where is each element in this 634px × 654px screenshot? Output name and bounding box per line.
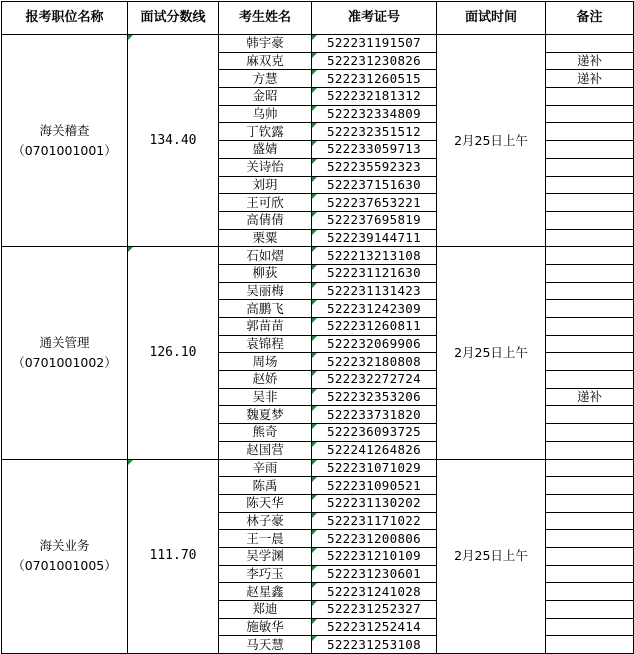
candidate-name-cell: 魏夏梦	[219, 406, 312, 424]
header-candidate-name: 考生姓名	[219, 2, 312, 35]
interview-time-cell: 2月25日上午	[437, 247, 546, 459]
note-cell	[546, 335, 634, 353]
header-ticket-number: 准考证号	[312, 2, 437, 35]
candidate-name-cell: 刘玥	[219, 176, 312, 194]
ticket-number-cell: 522233059713	[312, 141, 437, 159]
table-row	[2, 35, 634, 53]
candidate-name-cell: 陈天华	[219, 494, 312, 512]
candidate-name-cell: 赵娇	[219, 371, 312, 389]
note-cell	[546, 229, 634, 247]
note-cell	[546, 583, 634, 601]
candidate-name-cell: 熊奇	[219, 424, 312, 442]
note-cell	[546, 35, 634, 53]
ticket-number-cell: 522232351512	[312, 123, 437, 141]
header-row	[2, 2, 634, 35]
ticket-number-cell: 522239144711	[312, 229, 437, 247]
candidate-name-cell: 乌帅	[219, 105, 312, 123]
ticket-number-cell: 522237695819	[312, 211, 437, 229]
note-cell: 递补	[546, 52, 634, 70]
note-cell	[546, 424, 634, 442]
candidate-name-cell: 盛婧	[219, 141, 312, 159]
table-body	[2, 35, 634, 654]
candidate-name-cell: 郭苗苗	[219, 318, 312, 336]
ticket-number-cell: 522231200806	[312, 530, 437, 548]
position-cell	[2, 35, 128, 247]
ticket-number-cell: 522231210109	[312, 547, 437, 565]
score-line-cell: 111.70	[128, 459, 219, 654]
candidate-name-cell: 栗粟	[219, 229, 312, 247]
note-cell	[546, 123, 634, 141]
note-cell	[546, 300, 634, 318]
note-cell	[546, 601, 634, 619]
note-cell	[546, 353, 634, 371]
ticket-number-cell: 522232334809	[312, 105, 437, 123]
candidate-name-cell: 赵国营	[219, 441, 312, 459]
ticket-number-cell: 522231260811	[312, 318, 437, 336]
candidate-name-cell: 陈禹	[219, 477, 312, 495]
candidate-name-cell: 韩宇豪	[219, 35, 312, 53]
candidate-name-cell: 赵星鑫	[219, 583, 312, 601]
ticket-number-cell: 522231241028	[312, 583, 437, 601]
header-note: 备注	[546, 2, 634, 35]
candidate-name-cell: 金昭	[219, 88, 312, 106]
interview-list-table	[1, 1, 634, 654]
note-cell	[546, 636, 634, 654]
note-cell	[546, 441, 634, 459]
position-name: 通关管理	[39, 334, 90, 350]
ticket-number-cell: 522231071029	[312, 459, 437, 477]
position-cell	[2, 459, 128, 654]
candidate-name-cell: 高鹏飞	[219, 300, 312, 318]
note-cell	[546, 565, 634, 583]
ticket-number-cell: 522231090521	[312, 477, 437, 495]
candidate-name-cell: 林子豪	[219, 512, 312, 530]
ticket-number-cell: 522231253108	[312, 636, 437, 654]
note-cell	[546, 264, 634, 282]
note-cell	[546, 194, 634, 212]
header-interview-time: 面试时间	[437, 2, 546, 35]
note-cell	[546, 512, 634, 530]
candidate-name-cell: 丁钦露	[219, 123, 312, 141]
candidate-name-cell: 吴学渊	[219, 547, 312, 565]
ticket-number-cell: 522231191507	[312, 35, 437, 53]
position-code: （0701001005）	[12, 558, 117, 574]
ticket-number-cell: 522231252414	[312, 618, 437, 636]
header-score-line: 面试分数线	[128, 2, 219, 35]
candidate-name-cell: 施敏华	[219, 618, 312, 636]
note-cell	[546, 318, 634, 336]
candidate-name-cell: 麻双克	[219, 52, 312, 70]
ticket-number-cell: 522237653221	[312, 194, 437, 212]
header-position: 报考职位名称	[2, 2, 128, 35]
position-name: 海关业务	[39, 538, 90, 554]
note-cell	[546, 88, 634, 106]
candidate-name-cell: 高倩倩	[219, 211, 312, 229]
position-cell	[2, 247, 128, 459]
note-cell	[546, 141, 634, 159]
ticket-number-cell: 522231242309	[312, 300, 437, 318]
score-line-cell: 126.10	[128, 247, 219, 459]
ticket-number-cell: 522231121630	[312, 264, 437, 282]
ticket-number-cell: 522237151630	[312, 176, 437, 194]
ticket-number-cell: 522213213108	[312, 247, 437, 265]
position-code: （0701001002）	[12, 354, 117, 370]
candidate-name-cell: 方慧	[219, 70, 312, 88]
note-cell	[546, 530, 634, 548]
note-cell	[546, 105, 634, 123]
score-line-cell: 134.40	[128, 35, 219, 247]
ticket-number-cell: 522231230826	[312, 52, 437, 70]
note-cell	[546, 247, 634, 265]
ticket-number-cell: 522231230601	[312, 565, 437, 583]
note-cell	[546, 211, 634, 229]
candidate-name-cell: 李巧玉	[219, 565, 312, 583]
interview-time-cell: 2月25日上午	[437, 459, 546, 654]
ticket-number-cell: 522232272724	[312, 371, 437, 389]
candidate-name-cell: 王可欣	[219, 194, 312, 212]
candidate-name-cell: 周场	[219, 353, 312, 371]
ticket-number-cell: 522235592323	[312, 158, 437, 176]
candidate-name-cell: 王一晨	[219, 530, 312, 548]
note-cell	[546, 176, 634, 194]
candidate-name-cell: 柳荻	[219, 264, 312, 282]
note-cell: 递补	[546, 70, 634, 88]
note-cell	[546, 282, 634, 300]
table-row	[2, 247, 634, 265]
ticket-number-cell: 522231260515	[312, 70, 437, 88]
ticket-number-cell: 522232180808	[312, 353, 437, 371]
note-cell	[546, 406, 634, 424]
ticket-number-cell: 522241264826	[312, 441, 437, 459]
note-cell	[546, 459, 634, 477]
candidate-name-cell: 马天慧	[219, 636, 312, 654]
note-cell	[546, 477, 634, 495]
table-row	[2, 459, 634, 477]
note-cell	[546, 618, 634, 636]
interview-time-cell: 2月25日上午	[437, 35, 546, 247]
ticket-number-cell: 522231130202	[312, 494, 437, 512]
ticket-number-cell: 522236093725	[312, 424, 437, 442]
candidate-name-cell: 袁锦程	[219, 335, 312, 353]
ticket-number-cell: 522232069906	[312, 335, 437, 353]
position-code: （0701001001）	[12, 142, 117, 158]
ticket-number-cell: 522231131423	[312, 282, 437, 300]
ticket-number-cell: 522232353206	[312, 388, 437, 406]
note-cell	[546, 371, 634, 389]
candidate-name-cell: 吴非	[219, 388, 312, 406]
candidate-name-cell: 辛雨	[219, 459, 312, 477]
candidate-name-cell: 关诗怡	[219, 158, 312, 176]
ticket-number-cell: 522233731820	[312, 406, 437, 424]
ticket-number-cell: 522231252327	[312, 601, 437, 619]
candidate-name-cell: 吴丽梅	[219, 282, 312, 300]
note-cell	[546, 158, 634, 176]
note-cell: 递补	[546, 388, 634, 406]
ticket-number-cell: 522231171022	[312, 512, 437, 530]
position-name: 海关稽查	[39, 122, 90, 138]
note-cell	[546, 547, 634, 565]
note-cell	[546, 494, 634, 512]
candidate-name-cell: 郑迪	[219, 601, 312, 619]
ticket-number-cell: 522232181312	[312, 88, 437, 106]
candidate-name-cell: 石如熠	[219, 247, 312, 265]
